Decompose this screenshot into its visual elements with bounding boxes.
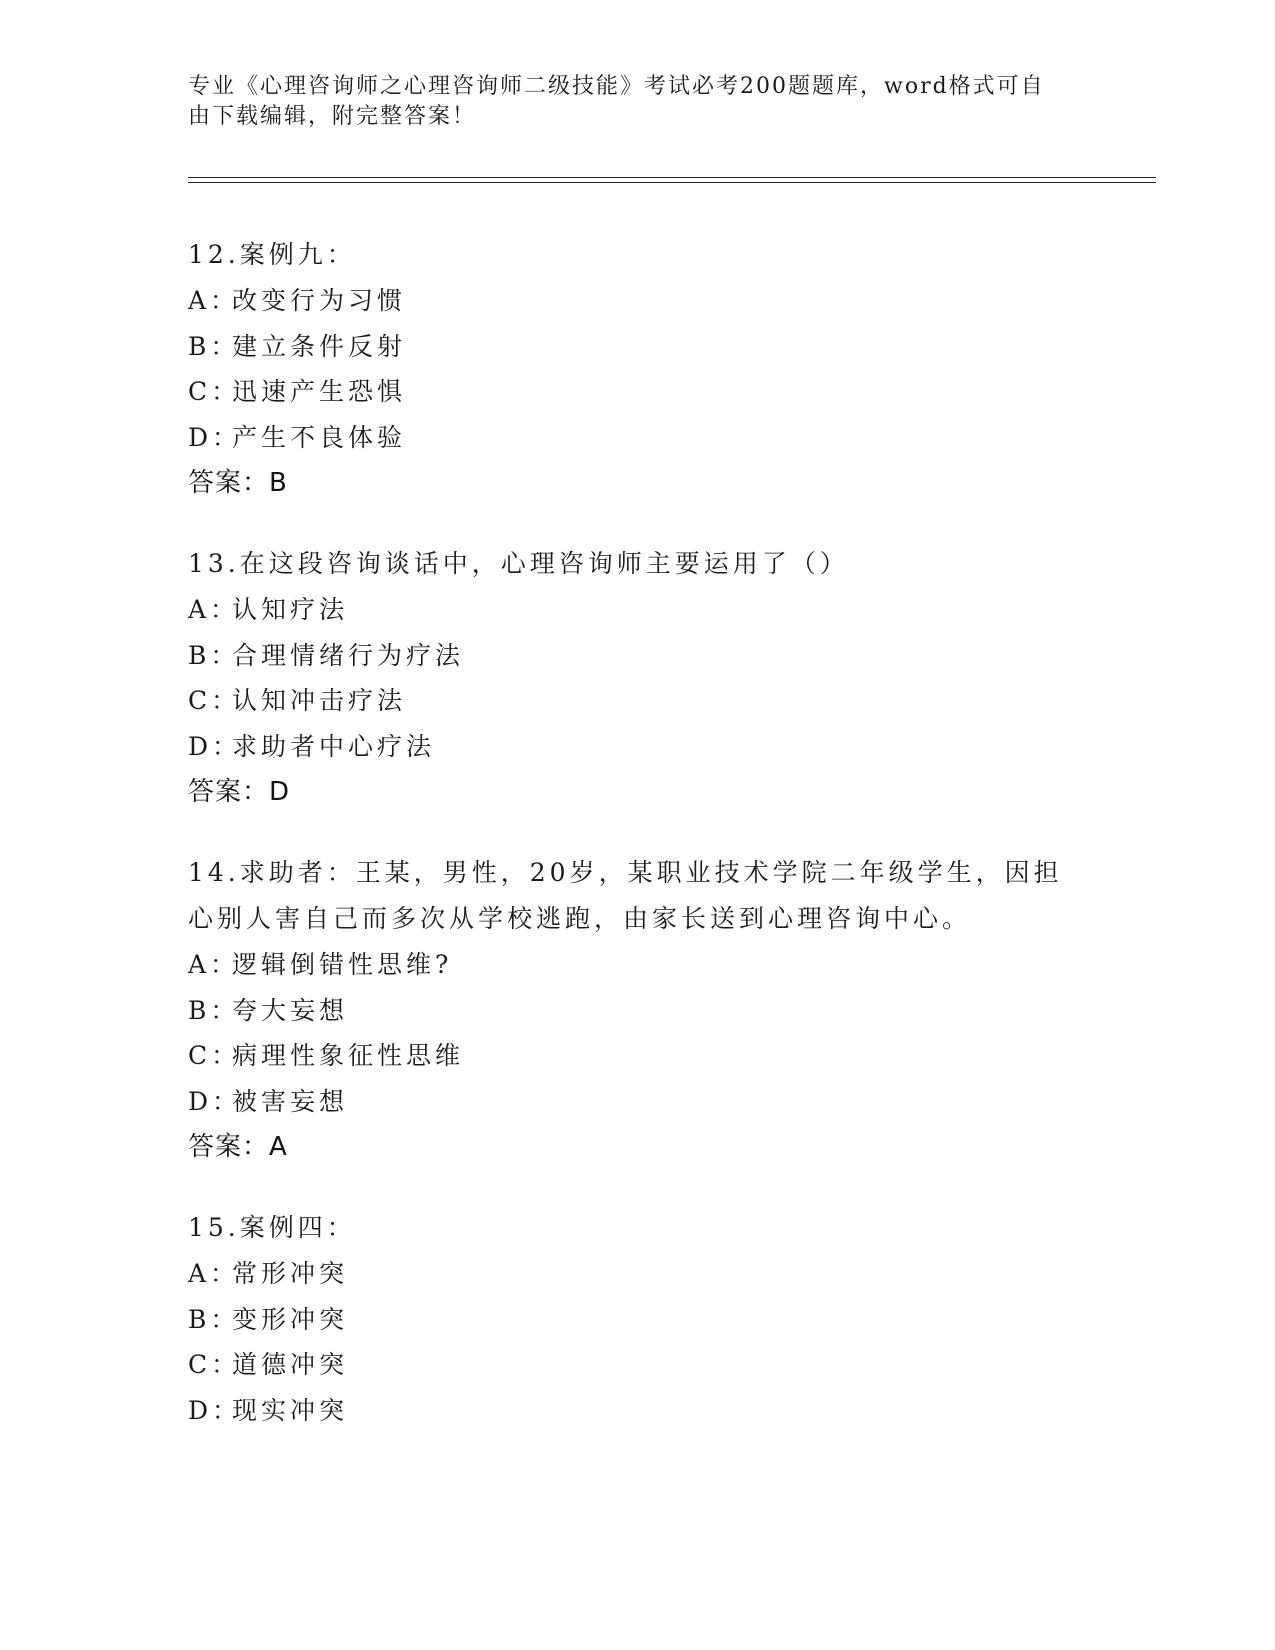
option-letter: B： [188,331,240,361]
option-text: 认知疗法 [232,595,349,624]
option-letter: A： [188,950,240,979]
option-d [188,1388,1088,1434]
option-letter: B： [188,995,240,1025]
option-text: 被害妄想 [232,1086,349,1116]
option-letter: C： [188,1041,241,1070]
option-letter: B： [188,640,240,670]
option-a [188,587,1088,633]
option-letter: A： [188,595,240,624]
option-letter: C： [188,377,241,406]
option-d [188,415,1088,461]
question-list [188,232,1088,1468]
option-text: 逻辑倒错性思维? [232,950,453,979]
option-a [188,278,1088,324]
question-12 [188,232,1088,506]
option-b [188,1297,1088,1343]
question-stem: 12.案例九： [188,240,356,269]
question-13 [188,541,1088,815]
document-header: 专业《心理咨询师之心理咨询师二级技能》考试必考200题题库，word格式可自由下载编辑，附完整答案！ [188,74,1045,129]
option-text: 求助者中心疗法 [232,731,436,761]
option-text: 道德冲突 [232,1350,349,1379]
option-letter: A： [188,1259,240,1288]
answer-line: 答案：D [188,777,291,807]
option-d [188,724,1088,770]
option-d [188,1079,1088,1125]
option-text: 改变行为习惯 [232,286,407,315]
header-double-rule [188,177,1156,183]
option-text: 产生不良体验 [232,422,407,452]
option-c [188,678,1088,724]
option-text: 常形冲突 [232,1259,349,1288]
option-c [188,1033,1088,1079]
option-letter: C： [188,1350,241,1379]
question-15 [188,1205,1088,1433]
option-letter: D： [188,731,242,761]
option-text: 变形冲突 [232,1304,349,1334]
question-stem: 14.求助者：王某，男性，20岁，某职业技术学院二年级学生，因担心别人害自己而多次从学校逃跑，由家长送到心理咨询中心。 [188,858,1063,933]
option-letter: D： [188,1395,242,1425]
option-letter: A： [188,286,240,315]
option-text: 认知冲击疗法 [232,686,407,715]
answer-line: 答案：B [188,468,288,498]
option-text: 迅速产生恐惧 [232,377,407,406]
option-letter: D： [188,422,242,452]
option-text: 夸大妄想 [232,995,349,1025]
option-text: 病理性象征性思维 [232,1041,465,1070]
option-a [188,1251,1088,1297]
question-stem: 15.案例四： [188,1213,356,1242]
option-text: 建立条件反射 [232,331,407,361]
option-letter: D： [188,1086,242,1116]
question-stem: 13.在这段咨询谈话中，心理咨询师主要运用了（） [188,549,849,578]
answer-line: 答案：A [188,1132,288,1162]
option-text: 现实冲突 [232,1395,349,1425]
option-text: 合理情绪行为疗法 [232,640,465,670]
option-b [188,633,1088,679]
option-c [188,369,1088,415]
option-b [188,324,1088,370]
option-letter: B： [188,1304,240,1334]
option-b [188,988,1088,1034]
option-letter: C： [188,686,241,715]
question-14 [188,850,1088,1170]
option-a [188,942,1088,988]
option-c [188,1342,1088,1388]
